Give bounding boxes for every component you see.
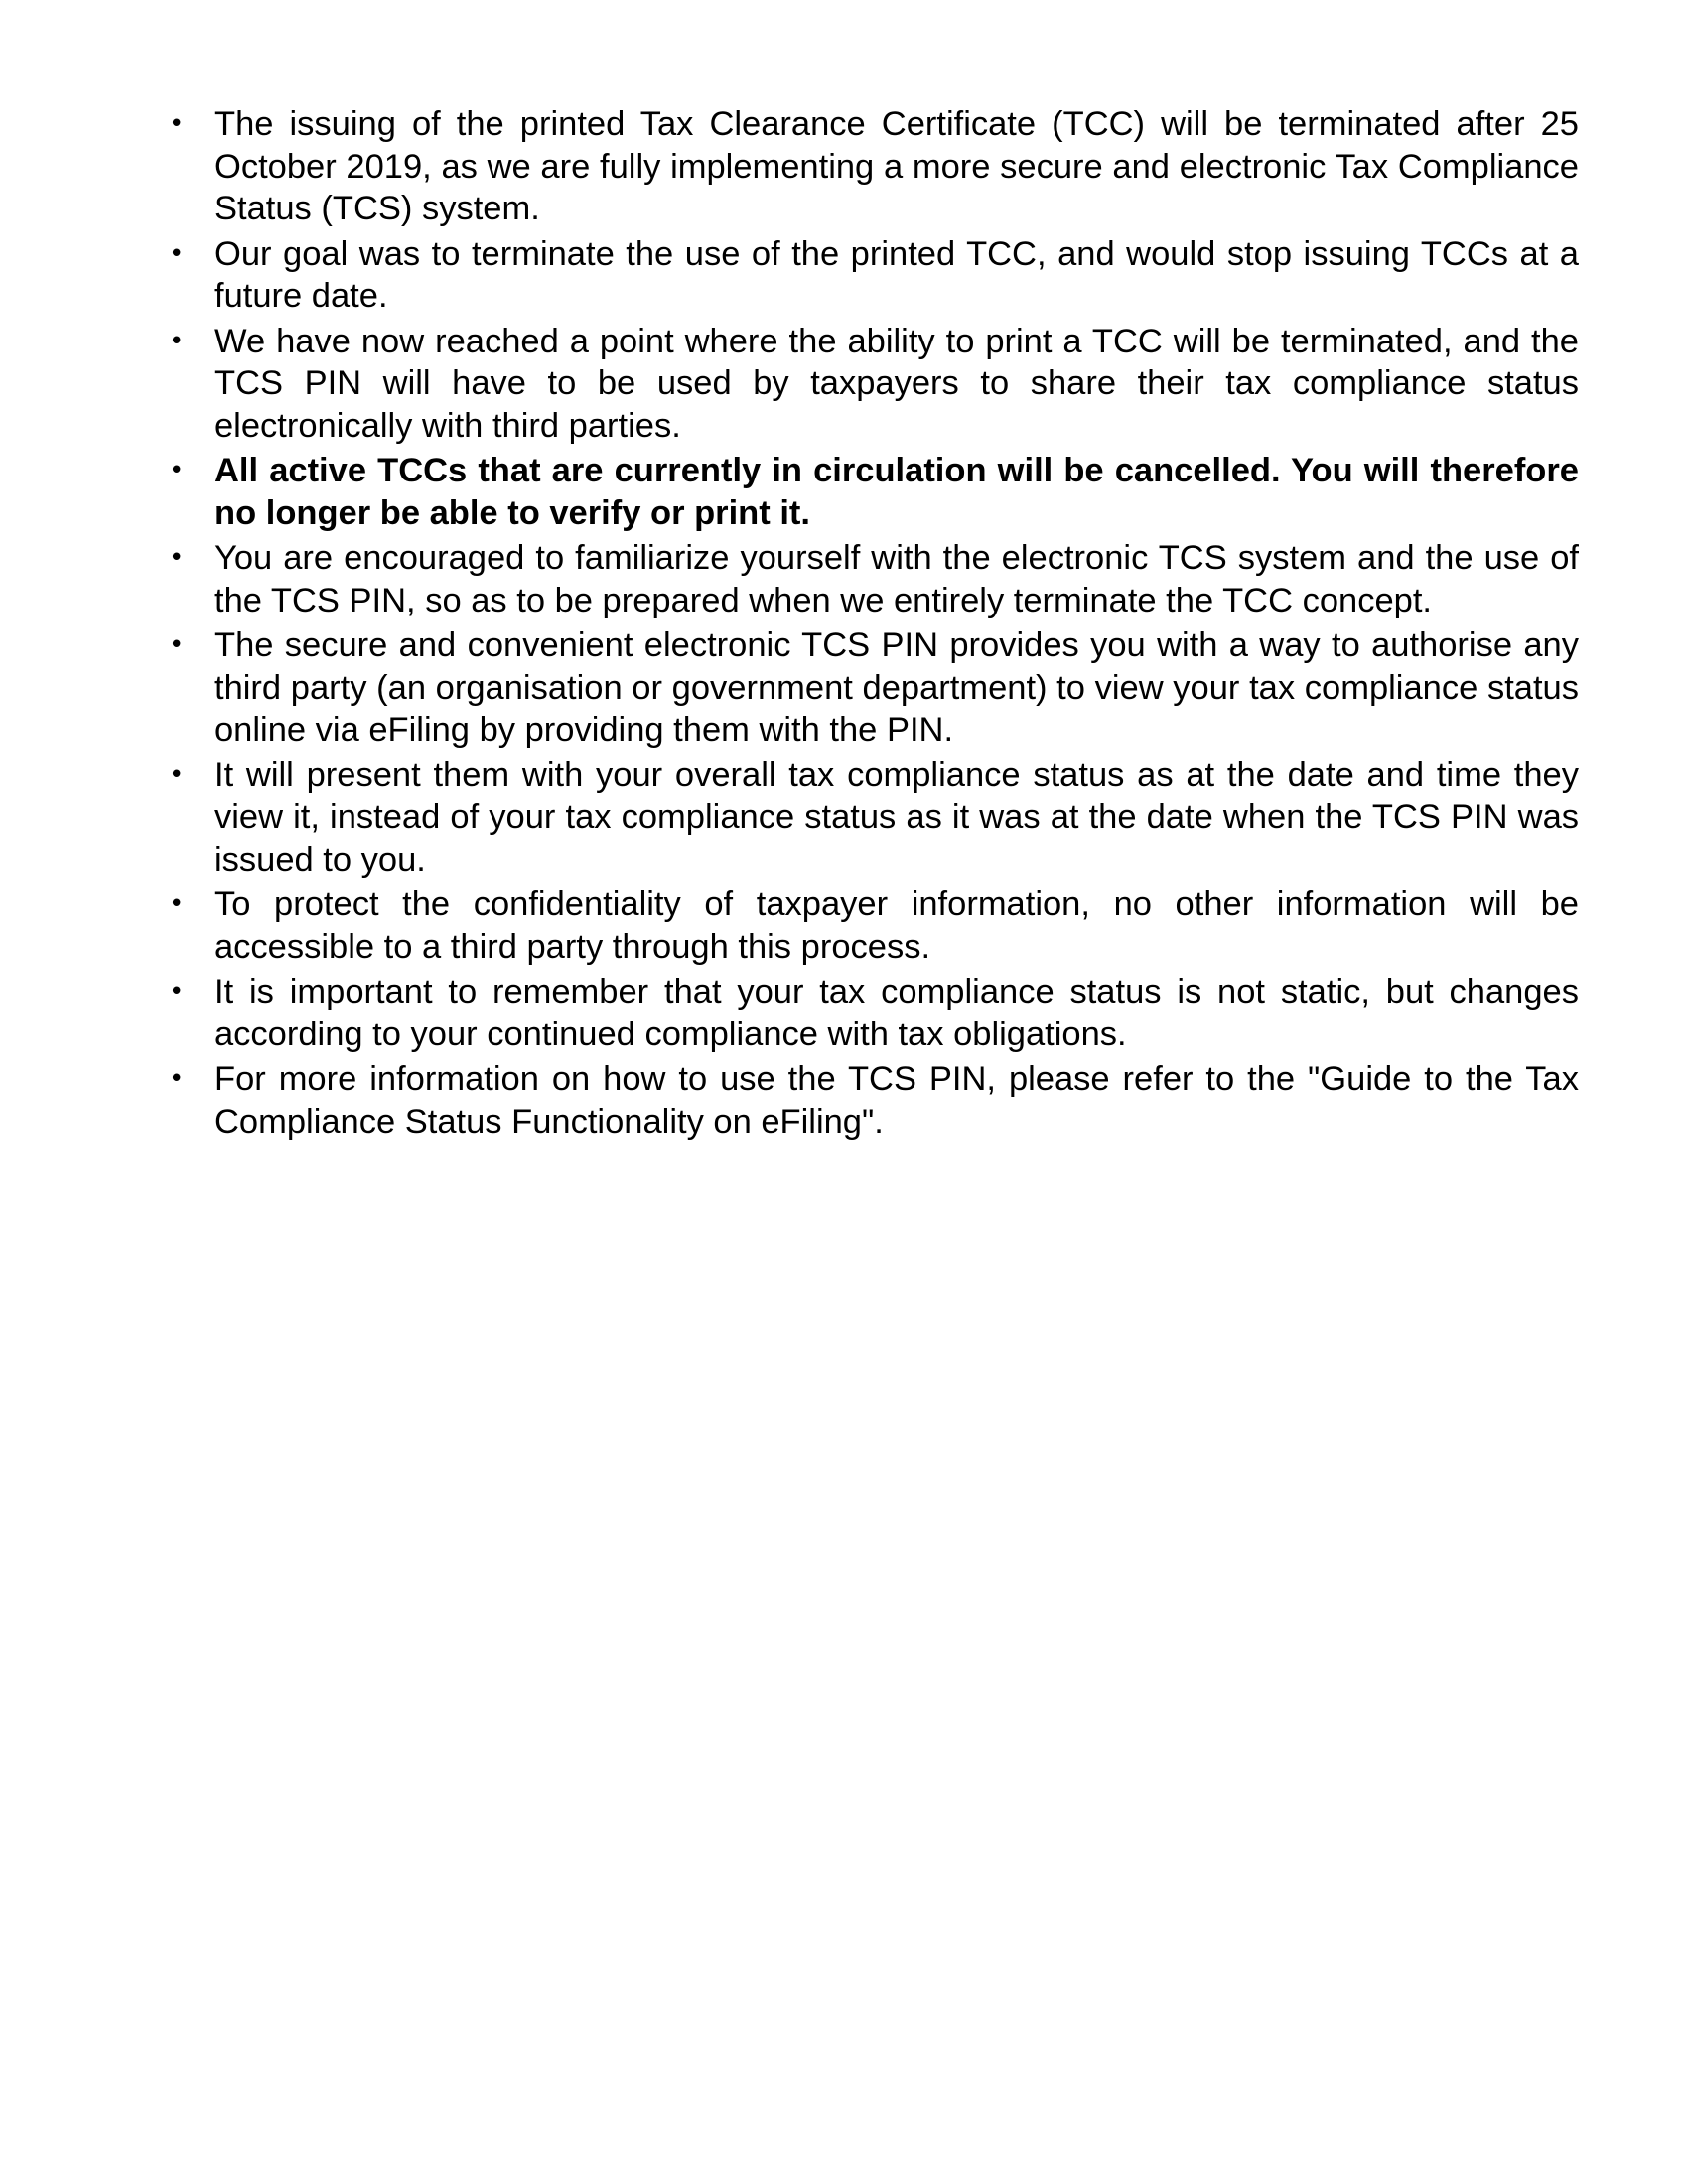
- bullet-text: All active TCCs that are currently in circulation will be cancelled. You will therefore no longer be able to verify or print it.: [214, 452, 1579, 532]
- bullet-text: The secure and convenient electronic TCS PIN provides you with a way to authorise any third party (an organisation or government department) to view your tax compliance status online via eFiling by providing them with the PIN.: [214, 626, 1579, 749]
- bullet-icon: •: [169, 630, 185, 660]
- bullet-icon: •: [169, 456, 185, 485]
- bullet-text: It will present them with your overall tax compliance status as at the date and time they view it, instead of your tax compliance status as it was at the date when the TCS PIN was issued to you.: [214, 755, 1579, 879]
- list-item: [149, 971, 1579, 1055]
- bullet-icon: •: [169, 759, 185, 790]
- list-item: [149, 233, 1579, 318]
- bullet-text: The issuing of the printed Tax Clearance Certificate (TCC) will be terminated after 25 October 2019, as we are fully implementing a more secure and electronic Tax Compliance Status (TCS) system.: [214, 105, 1579, 227]
- bullet-icon: •: [169, 543, 185, 573]
- list-item: [149, 103, 1579, 230]
- bullet-icon: •: [169, 109, 185, 139]
- bullet-text: For more information on how to use the TCS PIN, please refer to the "Guide to the Tax Compliance Status Functionality on eFiling".: [214, 1060, 1579, 1141]
- list-item: [149, 321, 1579, 448]
- list-item: [149, 450, 1579, 534]
- bullet-icon: •: [169, 977, 185, 1007]
- list-item: [149, 1058, 1579, 1143]
- bullet-text: It is important to remember that your tax compliance status is not static, but changes according to your continued compliance with tax obligations.: [214, 973, 1579, 1053]
- list-item: [149, 754, 1579, 882]
- bullet-list: [149, 103, 1579, 1146]
- bullet-text: You are encouraged to familiarize yourself with the electronic TCS system and the use of the TCS PIN, so as to be prepared when we entirely terminate the TCC concept.: [214, 539, 1579, 619]
- bullet-icon: •: [169, 889, 185, 919]
- bullet-icon: •: [169, 326, 185, 356]
- bullet-icon: •: [169, 238, 185, 269]
- list-item: [149, 884, 1579, 968]
- bullet-text: We have now reached a point where the ability to print a TCC will be terminated, and the TCS PIN will have to be used by taxpayers to share their tax compliance status electronically with third parties.: [214, 322, 1579, 445]
- list-item: [149, 624, 1579, 751]
- bullet-text: To protect the confidentiality of taxpayer information, no other information will be accessible to a third party through this process.: [214, 886, 1579, 966]
- bullet-text: Our goal was to terminate the use of the printed TCC, and would stop issuing TCCs at a future date.: [214, 234, 1579, 315]
- bullet-icon: •: [169, 1064, 185, 1094]
- list-item: [149, 537, 1579, 621]
